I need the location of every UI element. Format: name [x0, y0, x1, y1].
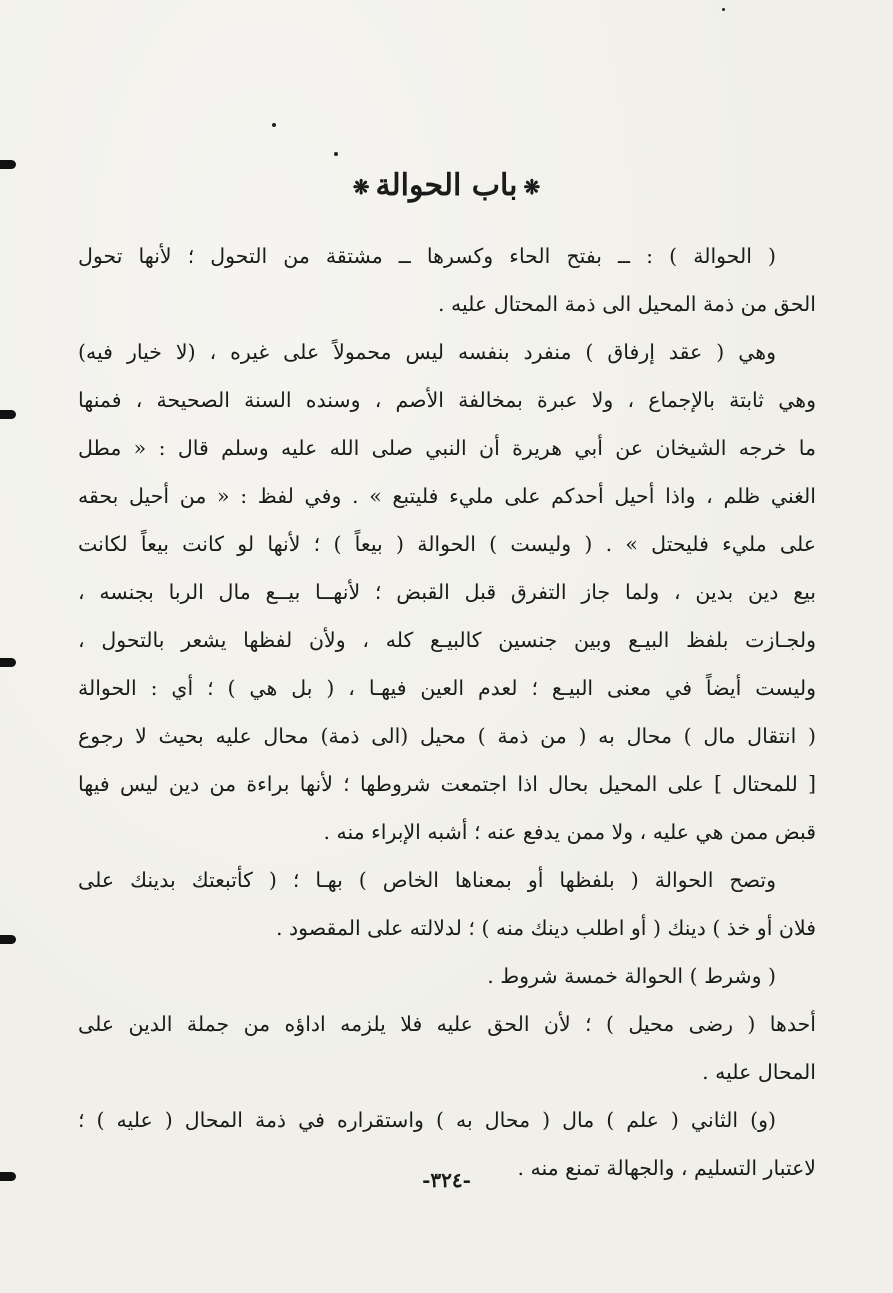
chapter-title: باب الحوالة: [375, 168, 518, 203]
text-line: المحال عليه .: [702, 1060, 816, 1084]
text-line: لاعتبار التسليم ، والجهالة تمنع منه .: [517, 1156, 816, 1180]
text-line: ما خرجه الشيخان عن أبي هريرة أن النبي صلى الله عليه وسلم قال : « مطل: [78, 436, 816, 460]
text-line: وليست أيضاً في معنى البيـع ؛ لعدم العين فيهـا ، ( بل هي ) ؛ أي : الحوالة: [78, 676, 816, 700]
scan-speck: [272, 123, 276, 127]
text-line: ولجـازت بلفظ البيـع وبين جنسين كالبيـع كله ، ولأن لفظها يشعر بالتحول ،: [78, 628, 816, 652]
text-line: على مليء فليحتل » . ( وليست ) الحوالة ( بيعاً ) ؛ لأنها لو كانت بيعاً لكانت: [78, 532, 816, 556]
binding-mark: [0, 658, 16, 667]
ornament-icon: ❋: [523, 175, 541, 199]
ornament-icon: ❋: [352, 175, 370, 199]
text-line: وهي ( عقد إرفاق ) منفرد بنفسه ليس محمولاً على غيره ، (لا خيار فيه): [78, 340, 776, 364]
body-text: [78, 232, 816, 1192]
text-line: الحق من ذمة المحيل الى ذمة المحتال عليه .: [437, 292, 816, 316]
text-line: (و) الثاني ( علم ) مال ( محال به ) واستقراره في ذمة المحال ( عليه ) ؛: [78, 1108, 776, 1132]
text-line: فلان أو خذ ) دينك ( أو اطلب دينك منه ) ؛ لدلالته على المقصود .: [275, 916, 816, 940]
text-line: أحدها ( رضى محيل ) ؛ لأن الحق عليه فلا يلزمه اداؤه من جملة الدين على: [78, 1012, 816, 1036]
scan-speck: [722, 8, 725, 11]
binding-mark: [0, 410, 16, 419]
text-line: الغني ظلم ، واذا أحيل أحدكم على مليء فليتبع » . وفي لفظ : « من أحيل بحقه: [78, 484, 816, 508]
text-line: قبض ممن هي عليه ، ولا ممن يدفع عنه ؛ أشبه الإبراء منه .: [323, 820, 816, 844]
text-line: ( انتقال مال ) محال به ( من ذمة ) محيل (الى ذمة) محال عليه بحيث لا رجوع: [78, 724, 816, 748]
text-line: وتصح الحوالة ( بلفظها أو بمعناها الخاص ) بهـا ؛ ( كأتبعتك بدينك على: [78, 868, 776, 892]
text-line: ( وشرط ) الحوالة خمسة شروط .: [487, 964, 776, 988]
binding-mark: [0, 935, 16, 944]
text-line: ( الحوالة ) : ــ بفتح الحاء وكسرها ــ مشتقة من التحول ؛ لأنها تحول: [78, 244, 776, 268]
scan-speck: [334, 152, 338, 156]
chapter-heading: [0, 168, 893, 203]
text-line: [ للمحتال ] على المحيل بحال اذا اجتمعت شروطها ؛ لأنها براءة من دين ليس فيها: [78, 772, 816, 796]
text-line: بيع دين بدين ، ولما جاز التفرق قبل القبض ؛ لأنهــا بيــع مال الربا بجنسه ،: [78, 580, 816, 604]
page-number: -٣٢٤-: [422, 1168, 471, 1192]
text-line: وهي ثابتة بالإجماع ، ولا عبرة بمخالفة الأصم ، وسنده السنة الصحيحة ، فمنها: [78, 388, 816, 412]
